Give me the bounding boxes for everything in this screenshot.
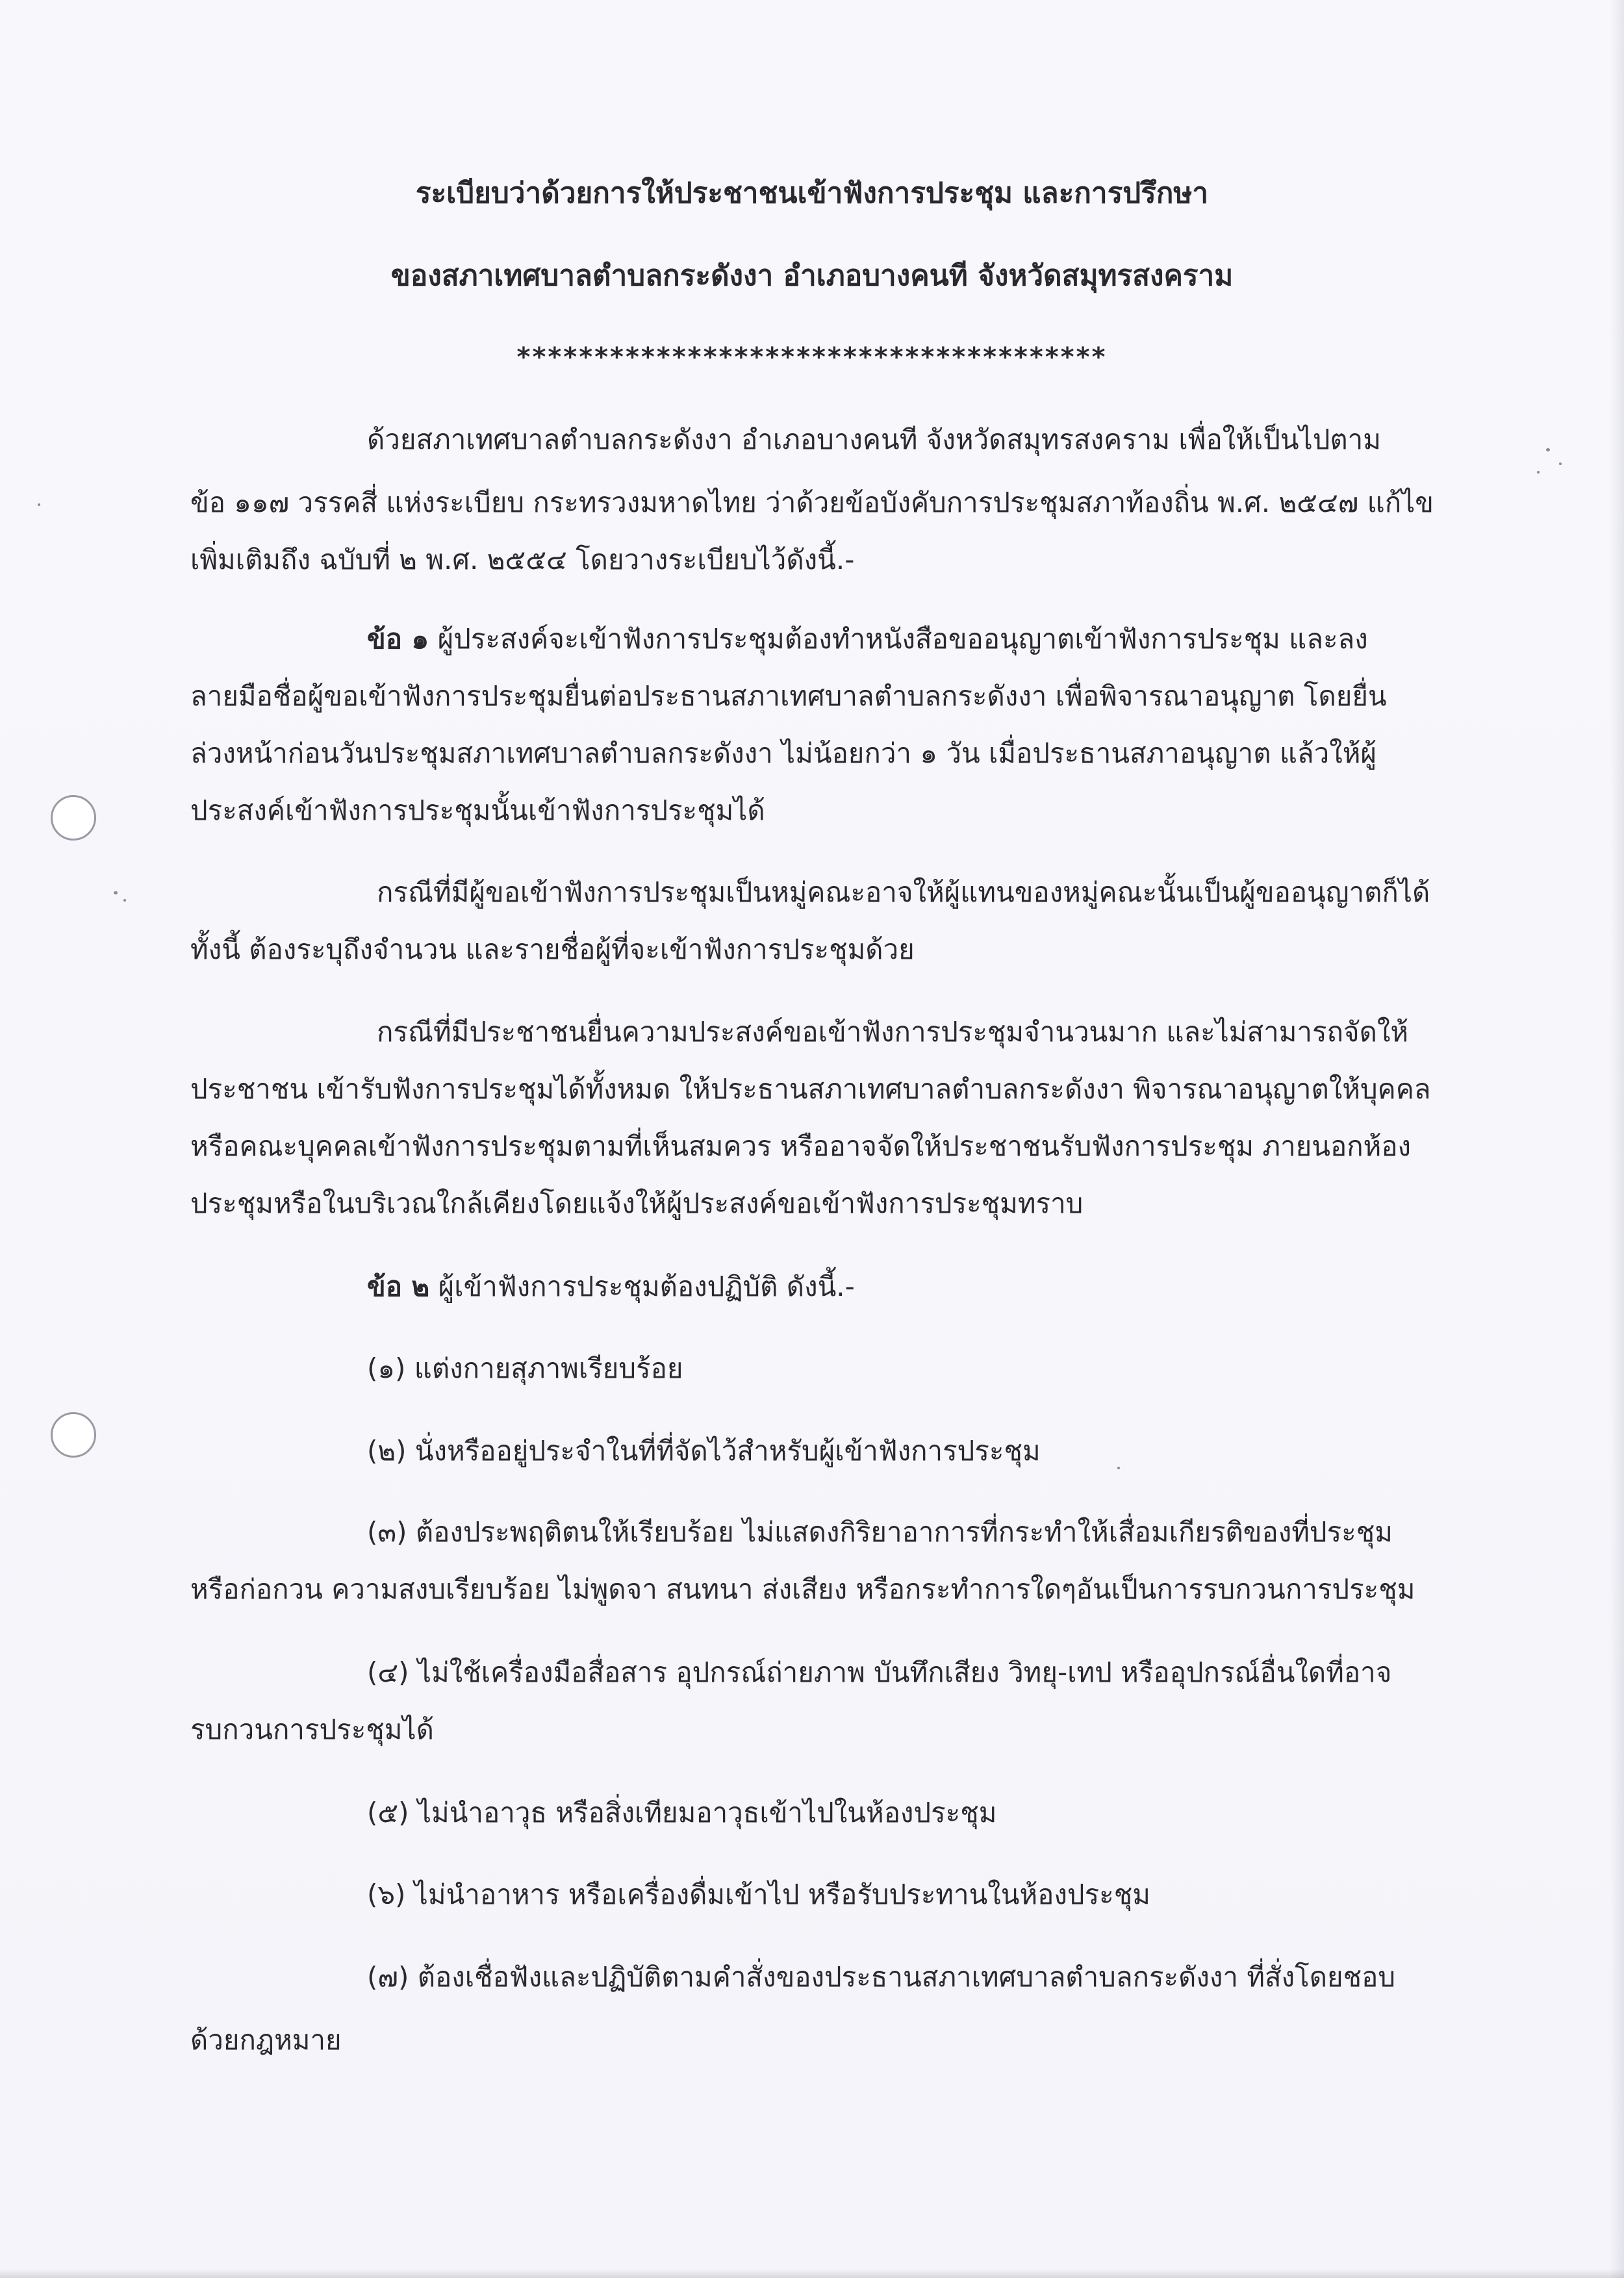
group-request-line-1: กรณีที่มีผู้ขอเข้าฟังการประชุมเป็นหมู่คณะอาจให้ผู้แทนของหมู่คณะนั้นเป็นผู้ขออนุญาตก็ได้: [377, 876, 1430, 908]
rule-7-line-1: (๗) ต้องเชื่อฟังและปฏิบัติตามคำสั่งของประธานสภาเทศบาลตำบลกระดังงา ที่สั่งโดยชอบ: [367, 1961, 1395, 1993]
scan-speck: [1537, 471, 1540, 474]
many-requests-line-2: ประชาชน เข้ารับฟังการประชุมได้ทั้งหมด ให้ประธานสภาเทศบาลตำบลกระดังงา พิจารณาอนุญาตให้บุคคล: [190, 1073, 1431, 1105]
scan-speck: [123, 899, 126, 902]
preamble-line-2: ข้อ ๑๑๗ วรรคสี่ แห่งระเบียบ กระทรวงมหาดไทย ว่าด้วยข้อบังคับการประชุมสภาท้องถิ่น พ.ศ. ๒๕๔๗ แก้ไข: [190, 487, 1434, 518]
rule-4-line-2: รบกวนการประชุมได้: [190, 1714, 434, 1745]
clause-2-text: ผู้เข้าฟังการประชุมต้องปฏิบัติ ดังนี้.-: [429, 1271, 855, 1302]
rule-4-line-1: (๔) ไม่ใช้เครื่องมือสื่อสาร อุปกรณ์ถ่ายภาพ บันทึกเสียง วิทยุ-เทป หรืออุปกรณ์อื่นใดที่อาจ: [367, 1656, 1392, 1688]
clause-1-line-1: [367, 620, 1368, 658]
many-requests-line-3: หรือคณะบุคคลเข้าฟังการประชุมตามที่เห็นสมควร หรืออาจจัดให้ประชาชนรับฟังการประชุม ภายนอกห้อง: [190, 1130, 1412, 1162]
scan-speck: [1546, 448, 1550, 451]
preamble-line-1: ด้วยสภาเทศบาลตำบลกระดังงา อำเภอบางคนที จังหวัดสมุทรสงคราม เพื่อให้เป็นไปตาม: [367, 424, 1381, 455]
rule-3-line-1: (๓) ต้องประพฤติตนให้เรียบร้อย ไม่แสดงกิริยาอาการที่กระทำให้เสื่อมเกียรติของที่ประชุม: [367, 1516, 1393, 1548]
punch-hole: [51, 795, 96, 841]
clause-2-line: [367, 1268, 855, 1306]
group-request-line-2: ทั้งนี้ ต้องระบุถึงจำนวน และรายชื่อผู้ที่จะเข้าฟังการประชุมด้วย: [190, 933, 915, 965]
scan-speck: [1117, 1467, 1120, 1469]
clause-1-line-2: ลายมือชื่อผู้ขอเข้าฟังการประชุมยื่นต่อประธานสภาเทศบาลตำบลกระดังงา เพื่อพิจารณาอนุญาต โดยยื่น: [190, 680, 1387, 712]
rule-5: (๕) ไม่นำอาวุธ หรือสิ่งเทียมอาวุธเข้าไปในห้องประชุม: [367, 1797, 997, 1829]
clause-1-line-3: ล่วงหน้าก่อนวันประชุมสภาเทศบาลตำบลกระดังงา ไม่น้อยกว่า ๑ วัน เมื่อประธานสภาอนุญาต แล้วให้ผู้: [190, 737, 1377, 769]
scan-speck: [1559, 462, 1562, 465]
clause-1-text: ผู้ประสงค์จะเข้าฟังการประชุมต้องทำหนังสือขออนุญาตเข้าฟังการประชุม และลง: [429, 623, 1368, 655]
many-requests-line-4: ประชุมหรือในบริเวณใกล้เคียงโดยแจ้งให้ผู้ประสงค์ขอเข้าฟังการประชุมทราบ: [190, 1187, 1084, 1219]
page-bottom-shadow: [0, 2269, 1624, 2278]
scan-speck: [114, 891, 118, 894]
rule-2: (๒) นั่งหรืออยู่ประจำในที่ที่จัดไว้สำหรับผู้เข้าฟังการประชุม: [367, 1435, 1041, 1467]
preamble-line-3: เพิ่มเติมถึง ฉบับที่ ๒ พ.ศ. ๒๕๕๔ โดยวางระเบียบไว้ดังนี้.-: [190, 544, 855, 576]
rule-1: (๑) แต่งกายสุภาพเรียบร้อย: [367, 1352, 683, 1384]
clause-1-label: ข้อ ๑: [367, 623, 429, 655]
document-title-line-1: ระเบียบว่าด้วยการให้ประชาชนเข้าฟังการประชุม และการปรึกษา: [415, 177, 1209, 210]
document-title-line-2: ของสภาเทศบาลตำบลกระดังงา อำเภอบางคนที จังหวัดสมุทรสงคราม: [390, 259, 1234, 292]
clause-1-line-4: ประสงค์เข้าฟังการประชุมนั้นเข้าฟังการประชุมได้: [190, 794, 765, 826]
punch-hole: [51, 1412, 96, 1458]
clause-2-label: ข้อ ๒: [367, 1271, 430, 1302]
rule-6: (๖) ไม่นำอาหาร หรือเครื่องดื่มเข้าไป หรือรับประทานในห้องประชุม: [367, 1879, 1150, 1910]
title-divider: **************************************: [516, 342, 1108, 372]
many-requests-line-1: กรณีที่มีประชาชนยื่นความประสงค์ขอเข้าฟังการประชุมจำนวนมาก และไม่สามารถจัดให้: [377, 1016, 1409, 1048]
rule-3-line-2: หรือก่อกวน ความสงบเรียบร้อย ไม่พูดจา สนทนา ส่งเสียง หรือกระทำการใดๆอันเป็นการรบกวนการประชุม: [190, 1573, 1415, 1605]
rule-7-line-2: ด้วยกฎหมาย: [190, 2024, 342, 2056]
scan-speck: [38, 503, 40, 506]
